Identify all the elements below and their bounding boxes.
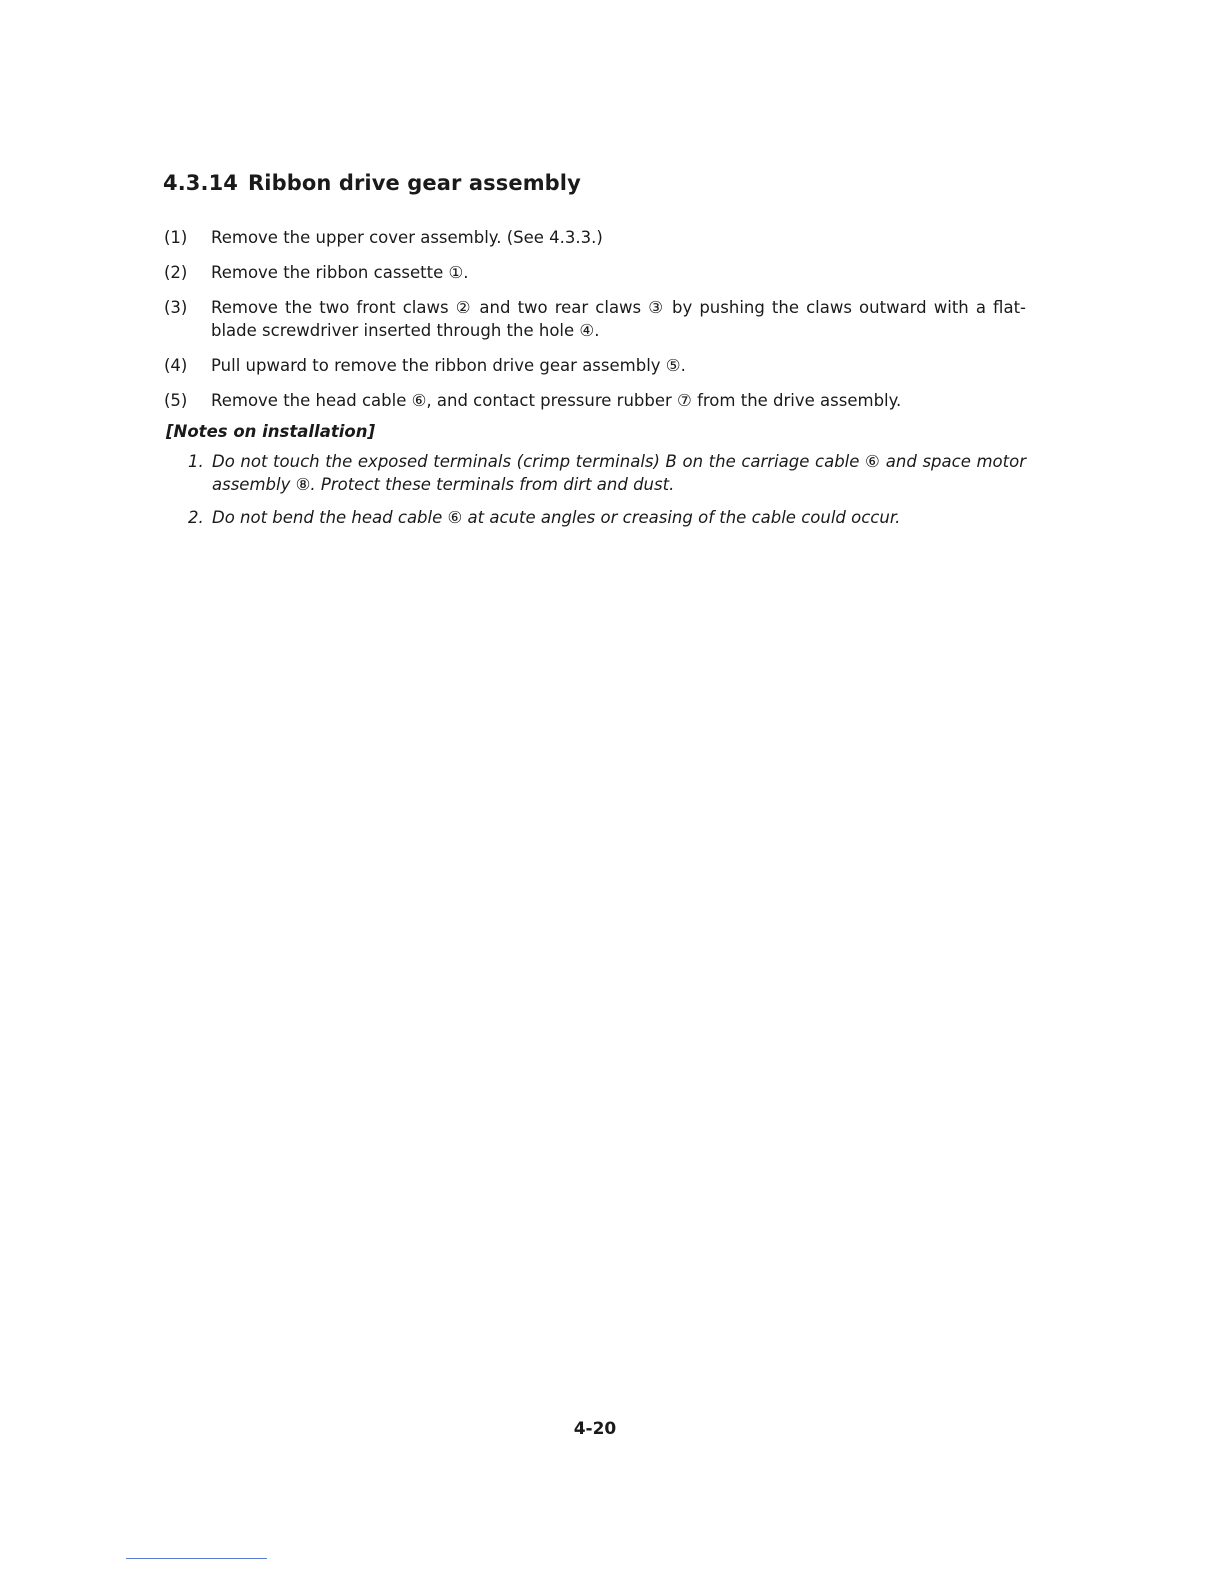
note-marker: 1.	[188, 452, 204, 471]
step-marker: (4)	[164, 356, 188, 375]
note-text: Do not bend the head cable ⑥ at acute angles or creasing of the cable could occur.	[212, 508, 901, 527]
procedure-steps	[164, 226, 1026, 424]
step-marker: (5)	[164, 391, 188, 410]
section-title: Ribbon drive gear assembly	[248, 171, 581, 195]
section-heading	[163, 171, 581, 195]
procedure-step	[164, 296, 1026, 342]
note-text: Do not touch the exposed terminals (crimp terminals) B on the carriage cable ⑥ and space motor assembly ⑧. Protect these terminals from dirt and dust.	[212, 452, 1026, 494]
procedure-step	[164, 354, 1026, 377]
notes-heading: [Notes on installation]	[166, 422, 376, 441]
procedure-step	[164, 389, 1026, 412]
step-text: Remove the upper cover assembly. (See 4.3.3.)	[211, 228, 603, 247]
step-marker: (3)	[164, 298, 188, 317]
note-marker: 2.	[188, 508, 204, 527]
step-marker: (1)	[164, 228, 188, 247]
note-item	[188, 450, 1026, 496]
note-item	[188, 506, 1026, 529]
step-text: Remove the ribbon cassette ①.	[211, 263, 469, 282]
step-text: Pull upward to remove the ribbon drive gear assembly ⑤.	[211, 356, 686, 375]
page-number: 4-20	[573, 1419, 617, 1439]
step-marker: (2)	[164, 263, 188, 282]
procedure-step	[164, 226, 1026, 249]
section-number: 4.3.14	[163, 171, 239, 195]
procedure-step	[164, 261, 1026, 284]
step-text: Remove the two front claws ② and two rear claws ③ by pushing the claws outward with a flat-blade screwdriver inserted through the hole ④.	[211, 298, 1026, 340]
installation-notes	[188, 450, 1026, 539]
step-text: Remove the head cable ⑥, and contact pressure rubber ⑦ from the drive assembly.	[211, 391, 902, 410]
footer-rule	[126, 1558, 267, 1559]
